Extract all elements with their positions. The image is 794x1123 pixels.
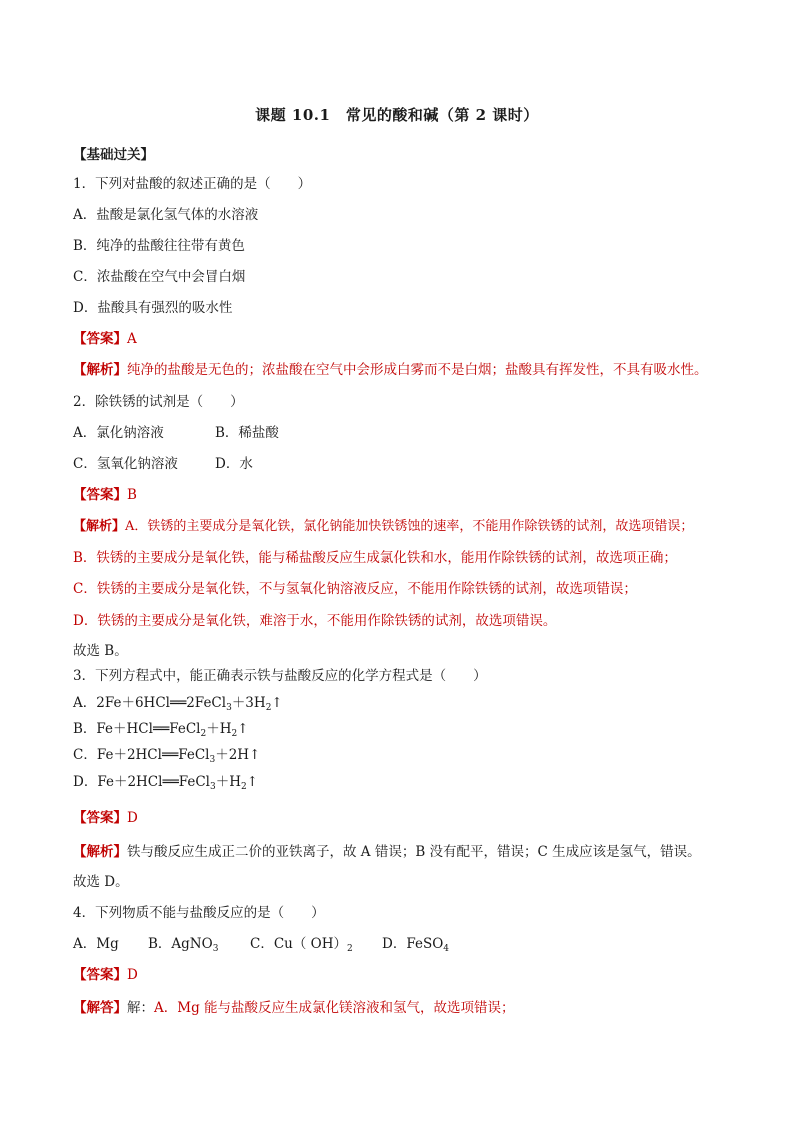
q3-option-c-part1: C．Fe＋2HCl══FeCl	[73, 747, 210, 763]
q1-option-b: B．纯净的盐酸往往带有黄色	[73, 238, 245, 254]
q3-option-d-part3: ↑	[246, 774, 259, 790]
q3-option-b-part3: ↑	[237, 721, 249, 737]
answer-tag: 【答案】	[73, 487, 127, 503]
q3-answer	[73, 809, 138, 827]
q1-option-d: D．盐酸具有强烈的吸水性	[73, 300, 233, 316]
q3-answer-value: D	[127, 810, 138, 826]
q2-option-b: B．稀盐酸	[215, 425, 279, 441]
q4-option-d-sub: 4	[443, 944, 449, 954]
q2-answer	[73, 486, 137, 504]
q1-analysis-text: 纯净的盐酸是无色的；浓盐酸在空气中会形成白雾而不是白烟；盐酸具有挥发性，不具有吸水性。	[127, 362, 708, 378]
q2-options-row-1	[73, 424, 279, 442]
answer-tag: 【答案】	[73, 810, 127, 826]
analysis-tag: 【解析】	[73, 519, 126, 534]
q2-answer-value: B	[127, 487, 137, 503]
q3-option-a	[73, 694, 283, 712]
q3-option-d-sub2: 2	[241, 782, 247, 792]
q4-option-b	[148, 935, 250, 953]
q3-option-a-sub1: 3	[226, 703, 232, 713]
q3-option-c-part2: ＋2H↑	[215, 747, 261, 763]
answer-tag: 【答案】	[73, 967, 127, 983]
q3-option-b-part1: B．Fe＋HCl══FeCl	[73, 721, 201, 737]
q2-analysis-d: D．铁锈的主要成分是氧化铁，难溶于水，不能用作除铁锈的试剂，故选项错误。	[73, 613, 557, 629]
q4-option-c	[250, 935, 382, 953]
analysis-tag: 【解析】	[73, 844, 127, 860]
q1-answer-value: A	[127, 331, 137, 347]
q4-option-b-text: B．AgNO	[148, 936, 213, 952]
q3-option-c	[73, 746, 260, 764]
q4-answer	[73, 966, 138, 984]
q3-option-d-part2: ＋H	[215, 774, 241, 790]
q4-answer-value: D	[127, 967, 138, 983]
q4-option-b-sub: 3	[212, 944, 219, 954]
q2-option-d: D．水	[215, 456, 253, 472]
q2-options-row-2	[73, 455, 253, 473]
q3-option-b	[73, 720, 249, 738]
q4-solution-text: A．Mg 能与盐酸反应生成氯化镁溶液和氢气，故选项错误；	[154, 1000, 515, 1016]
q4-option-c-text: C．Cu（ OH）	[250, 936, 347, 952]
q3-option-b-sub1: 2	[200, 729, 207, 739]
q2-analysis-a	[73, 518, 693, 536]
q1-option-c: C．浓盐酸在空气中会冒白烟	[73, 269, 246, 285]
q3-option-b-sub2: 2	[231, 729, 238, 739]
page-title: 课题 10.1 常见的酸和碱（第 2 课时）	[255, 106, 539, 124]
q1-stem: 1．下列对盐酸的叙述正确的是（ ）	[73, 176, 312, 192]
q2-option-c: C．氢氧化钠溶液	[73, 456, 178, 472]
section-heading: 【基础过关】	[73, 147, 154, 163]
q2-conclusion: 故选 B。	[73, 643, 128, 659]
q1-option-a: A．盐酸是氯化氢气体的水溶液	[73, 207, 259, 223]
q2-option-a: A．氯化钠溶液	[73, 425, 164, 441]
q1-analysis	[73, 361, 708, 379]
q3-option-d-sub1: 3	[209, 782, 216, 792]
q4-option-a: A．Mg	[73, 936, 119, 952]
q3-option-a-part1: A．2Fe＋6HCl══2FeCl	[73, 695, 227, 711]
q3-stem: 3．下列方程式中，能正确表示铁与盐酸反应的化学方程式是（ ）	[73, 668, 487, 684]
q3-option-b-part2: ＋H	[206, 721, 232, 737]
q3-option-a-part2: ＋3H	[231, 695, 266, 711]
q2-analysis-b: B．铁锈的主要成分是氧化铁，能与稀盐酸反应生成氯化铁和水，能用作除铁锈的试剂，故选项正确；	[73, 550, 677, 566]
q3-option-a-part3: ↑	[271, 695, 283, 711]
q3-analysis-text: 铁与酸反应生成正二价的亚铁离子，故 A 错误；B 没有配平，错误；C 生成应该是氢气，错误。	[127, 844, 701, 860]
q4-solution-prefix: 解：	[127, 1000, 154, 1016]
answer-tag: 【答案】	[73, 331, 127, 347]
q4-option-c-sub: 2	[347, 944, 353, 954]
q2-analysis-c: C．铁锈的主要成分是氧化铁，不与氢氧化钠溶液反应，不能用作除铁锈的试剂，故选项错误；	[73, 581, 637, 597]
q4-solution	[73, 999, 515, 1017]
q3-option-d	[73, 773, 258, 791]
q3-conclusion: 故选 D。	[73, 874, 129, 890]
q2-stem: 2．除铁锈的试剂是（ ）	[73, 394, 244, 410]
q3-option-c-sub1: 3	[209, 755, 216, 765]
analysis-tag: 【解析】	[73, 362, 127, 378]
q4-options	[73, 935, 449, 953]
q4-option-d-text: D．FeSO	[382, 936, 444, 952]
q1-answer	[73, 330, 137, 348]
q2-analysis-a-text: A．铁锈的主要成分是氧化铁，氯化钠能加快铁锈蚀的速率，不能用作除铁锈的试剂，故选项错误；	[125, 519, 694, 534]
q3-option-a-sub2: 2	[265, 703, 272, 713]
q4-stem: 4．下列物质不能与盐酸反应的是（ ）	[73, 905, 325, 921]
q4-option-d	[382, 935, 449, 953]
q3-analysis	[73, 843, 701, 861]
solution-tag: 【解答】	[73, 1000, 127, 1016]
q3-option-d-part1: D．Fe＋2HCl══FeCl	[73, 774, 210, 790]
